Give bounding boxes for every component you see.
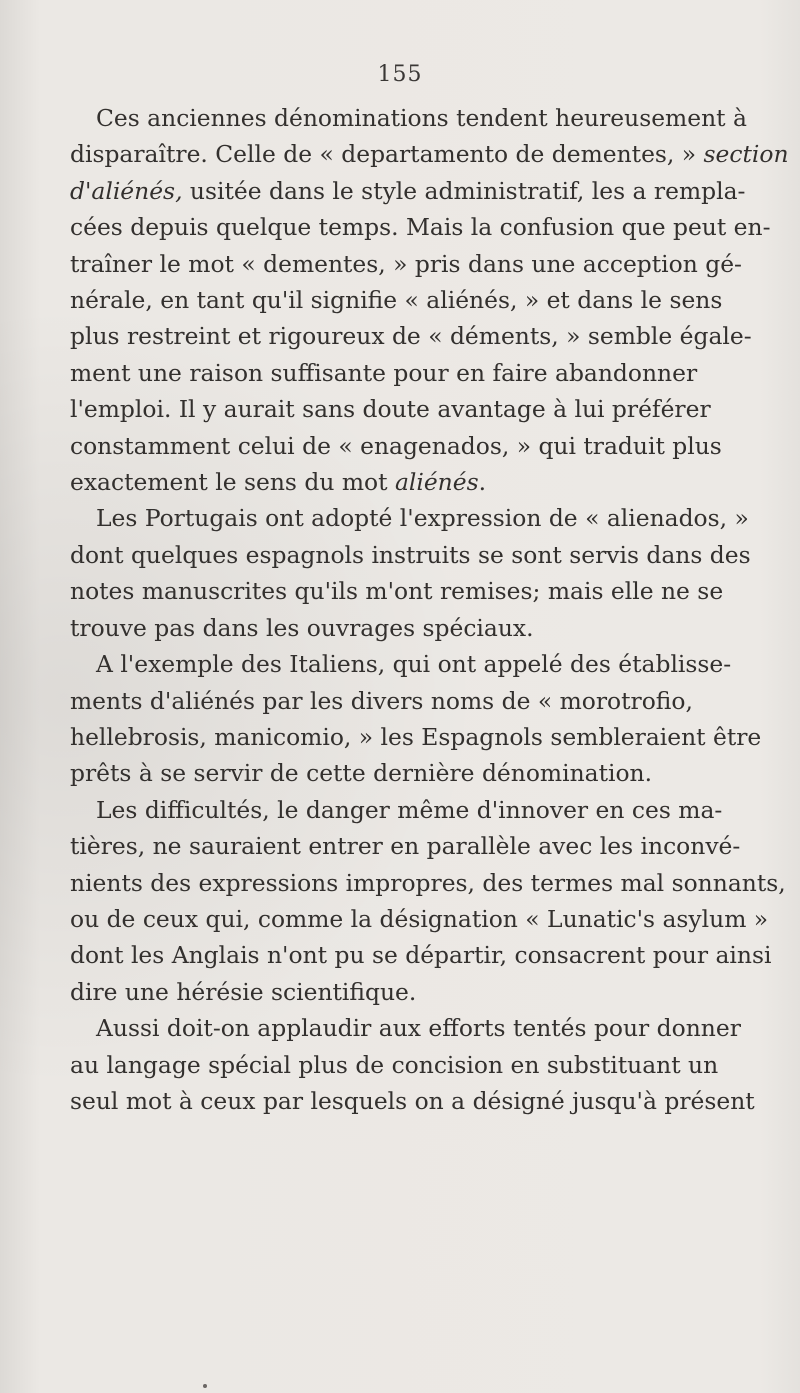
text-line: plus restreint et rigoureux de « déments, » semble égale- — [70, 322, 752, 351]
text-line: notes manuscrites qu'ils m'ont remises; mais elle ne se — [70, 577, 724, 606]
paragraph — [70, 500, 751, 646]
text-line: ment une raison suffisante pour en faire abandonner — [70, 358, 698, 387]
text-line: au langage spécial plus de concision en substituant un — [70, 1050, 719, 1079]
text-line: A l'exemple des Italiens, qui ont appelé des établisse- — [96, 650, 732, 679]
paragraph — [70, 792, 786, 1010]
text-line: hellebrosis, manicomio, » les Espagnols sembleraient être — [70, 722, 762, 751]
text-line: constamment celui de « enagenados, » qui traduit plus — [70, 431, 722, 460]
text-line: dont les Anglais n'ont pu se départir, consacrent pour ainsi — [70, 941, 772, 970]
text-line: l'emploi. Il y aurait sans doute avantage à lui préférer — [70, 395, 711, 424]
text-line: Les Portugais ont adopté l'expression de « alienados, » — [96, 504, 749, 533]
text-line: nérale, en tant qu'il signifie « aliénés, » et dans le sens — [70, 286, 723, 315]
text-line: nients des expressions impropres, des termes mal sonnants, — [70, 868, 786, 897]
text-line: cées depuis quelque temps. Mais la confusion que peut en- — [70, 213, 771, 242]
paragraph — [70, 1010, 755, 1119]
italic-term: section — [703, 140, 789, 169]
text-line: ou de ceux qui, comme la désignation « Lunatic's asylum » — [70, 904, 769, 933]
text-line: tières, ne sauraient entrer en parallèle avec les inconvé- — [70, 832, 741, 861]
italic-term: d'aliénés, — [70, 176, 183, 205]
text-line: seul mot à ceux par lesquels on a désigné jusqu'à présent — [70, 1086, 755, 1115]
text-line: Les difficultés, le danger même d'innover en ces ma- — [96, 795, 723, 824]
text-line: exactement le sens du mot aliénés. — [70, 468, 487, 497]
text-line: prêts à se servir de cette dernière dénomination. — [70, 759, 653, 788]
paragraph — [70, 646, 762, 792]
page-number: 155 — [377, 62, 423, 87]
text-line: Aussi doit-on applaudir aux efforts tentés pour donner — [96, 1014, 741, 1043]
text-line: d'aliénés, usitée dans le style administratif, les a rempla- — [70, 176, 746, 205]
text-line: disparaître. Celle de « departamento de dementes, » section — [70, 140, 789, 169]
text-line: trouve pas dans les ouvrages spéciaux. — [70, 613, 534, 642]
text-line: dont quelques espagnols instruits se sont servis dans des — [70, 540, 751, 569]
text-line: dire une hérésie scientifique. — [70, 977, 417, 1006]
body-text — [70, 100, 789, 1119]
text-line: traîner le mot « dementes, » pris dans une acception gé- — [70, 249, 742, 278]
paragraph — [70, 100, 789, 500]
text-line: ments d'aliénés par les divers noms de « morotrofio, — [70, 686, 693, 715]
paper-speck — [203, 1384, 207, 1388]
text-line: Ces anciennes dénominations tendent heureusement à — [96, 104, 747, 132]
italic-term: aliénés — [394, 468, 479, 497]
